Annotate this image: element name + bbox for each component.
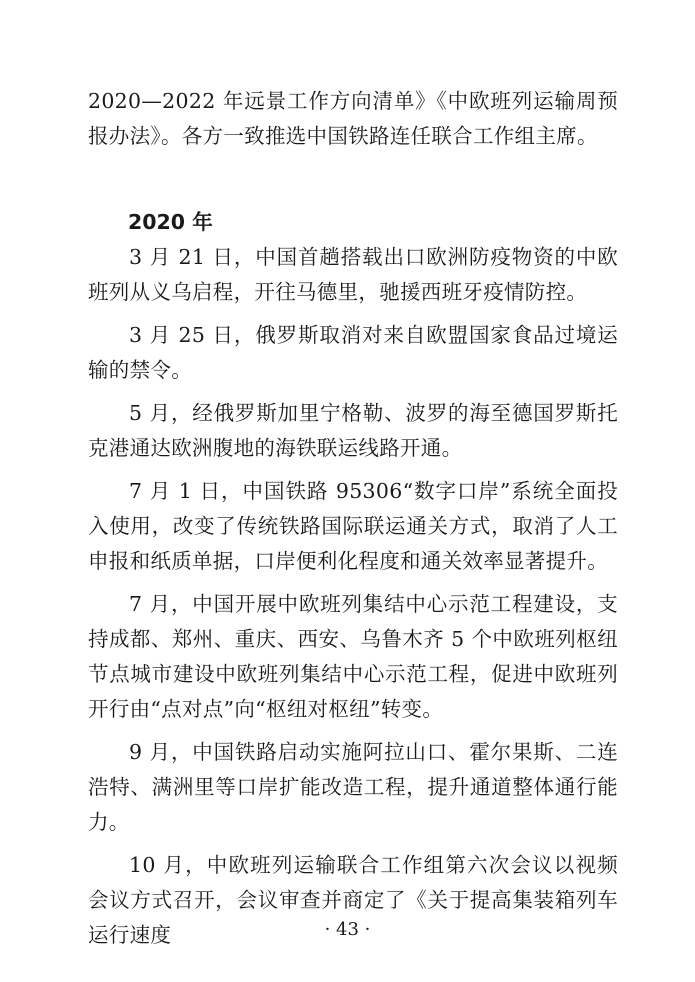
continuation-paragraph: 2020—2022 年远景工作方向清单》《中欧班列运输周预报办法》。各方一致推选中国铁路连任联合工作组主席。 [88,89,618,148]
chronology-entry: 7 月，中国开展中欧班列集结中心示范工程建设，支持成都、郑州、重庆、西安、乌鲁木齐 5 个中欧班列枢纽节点城市建设中欧班列集结中心示范工程，促进中欧班列开行由“点对点”向“枢纽对枢纽”转变。 [88,592,618,721]
page-number: · 43 · [324,919,371,940]
chronology-entries [88,240,618,961]
chronology-entry: 5 月，经俄罗斯加里宁格勒、波罗的海至德国罗斯托克港通达欧洲腹地的海铁联运线路开通。 [88,401,618,460]
chronology-entry: 3 月 25 日，俄罗斯取消对来自欧盟国家食品过境运输的禁令。 [88,323,618,382]
chronology-entry: 10 月，中欧班列运输联合工作组第六次会议以视频会议方式召开，会议审查并商定了《关于提高集装箱列车运行速度 [88,853,618,947]
year-heading: 2020 年 [128,210,213,234]
chronology-entry: 9 月，中国铁路启动实施阿拉山口、霍尔果斯、二连浩特、满洲里等口岸扩能改造工程，提升通道整体通行能力。 [88,740,618,834]
chronology-entry: 3 月 21 日，中国首趟搭载出口欧洲防疫物资的中欧班列从义乌启程，开往马德里，驰援西班牙疫情防控。 [88,245,618,304]
chronology-entry: 7 月 1 日，中国铁路 95306“数字口岸”系统全面投入使用，改变了传统铁路国际联运通关方式，取消了人工申报和纸质单据，口岸便利化程度和通关效率显著提升。 [88,479,618,573]
